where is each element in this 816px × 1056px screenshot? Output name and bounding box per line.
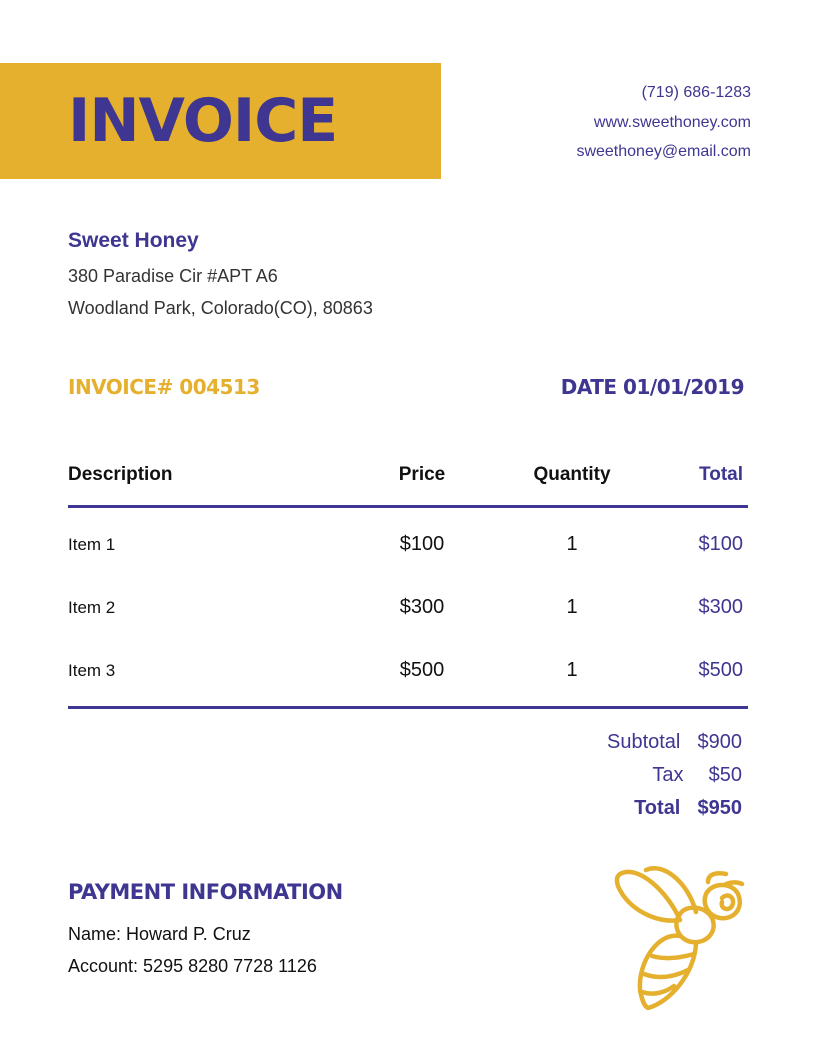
payment-title: PAYMENT INFORMATION: [68, 880, 343, 904]
row-description: Item 2: [68, 597, 116, 617]
company-block: [68, 227, 373, 324]
row-description: Item 3: [68, 660, 116, 680]
table-row: [68, 639, 748, 702]
row-total: $100: [698, 533, 743, 555]
address-line-2: Woodland Park, Colorado(CO), 80863: [68, 298, 373, 318]
tax-label: Tax: [652, 764, 684, 786]
company-name: Sweet Honey: [68, 229, 199, 252]
row-description: Item 1: [68, 534, 116, 554]
table-header: [68, 455, 748, 495]
invoice-date: DATE 01/01/2019: [560, 375, 744, 399]
subtotal-line: [607, 726, 742, 759]
items-table: [68, 455, 748, 709]
payment-info: [68, 880, 343, 982]
row-price: $500: [399, 659, 445, 681]
invoice-number: INVOICE# 004513: [68, 375, 260, 399]
email-link[interactable]: sweethoney@email.com: [576, 143, 751, 160]
bee-icon: [608, 862, 748, 1012]
row-price: $300: [399, 596, 445, 618]
table-row: [68, 576, 748, 639]
row-quantity: 1: [566, 533, 578, 555]
row-total: $300: [698, 596, 743, 618]
row-quantity: 1: [566, 596, 578, 618]
footer-divider: [68, 706, 748, 709]
invoice-title: INVOICE: [68, 86, 338, 156]
summary-block: [607, 726, 742, 825]
grand-total-line: [607, 792, 742, 825]
payee-name: Name: Howard P. Cruz: [68, 924, 251, 944]
total-value: $950: [697, 797, 742, 819]
address-line-1: 380 Paradise Cir #APT A6: [68, 266, 278, 286]
table-row: [68, 513, 748, 576]
contact-info: [576, 78, 751, 167]
header-description: Description: [68, 464, 173, 485]
row-total: $500: [698, 659, 743, 681]
tax-value: $50: [708, 764, 742, 786]
tax-line: [607, 759, 742, 792]
total-label: Total: [634, 797, 681, 819]
phone-number: (719) 686-1283: [641, 84, 751, 101]
header-price: Price: [398, 464, 446, 485]
title-banner: [0, 63, 441, 179]
row-quantity: 1: [566, 659, 578, 681]
header-quantity: Quantity: [533, 464, 611, 485]
row-price: $100: [399, 533, 445, 555]
header-total: Total: [699, 464, 743, 485]
account-number: Account: 5295 8280 7728 1126: [68, 956, 317, 976]
subtotal-label: Subtotal: [606, 731, 681, 753]
website-link[interactable]: www.sweethoney.com: [593, 113, 751, 131]
subtotal-value: $900: [697, 731, 742, 753]
